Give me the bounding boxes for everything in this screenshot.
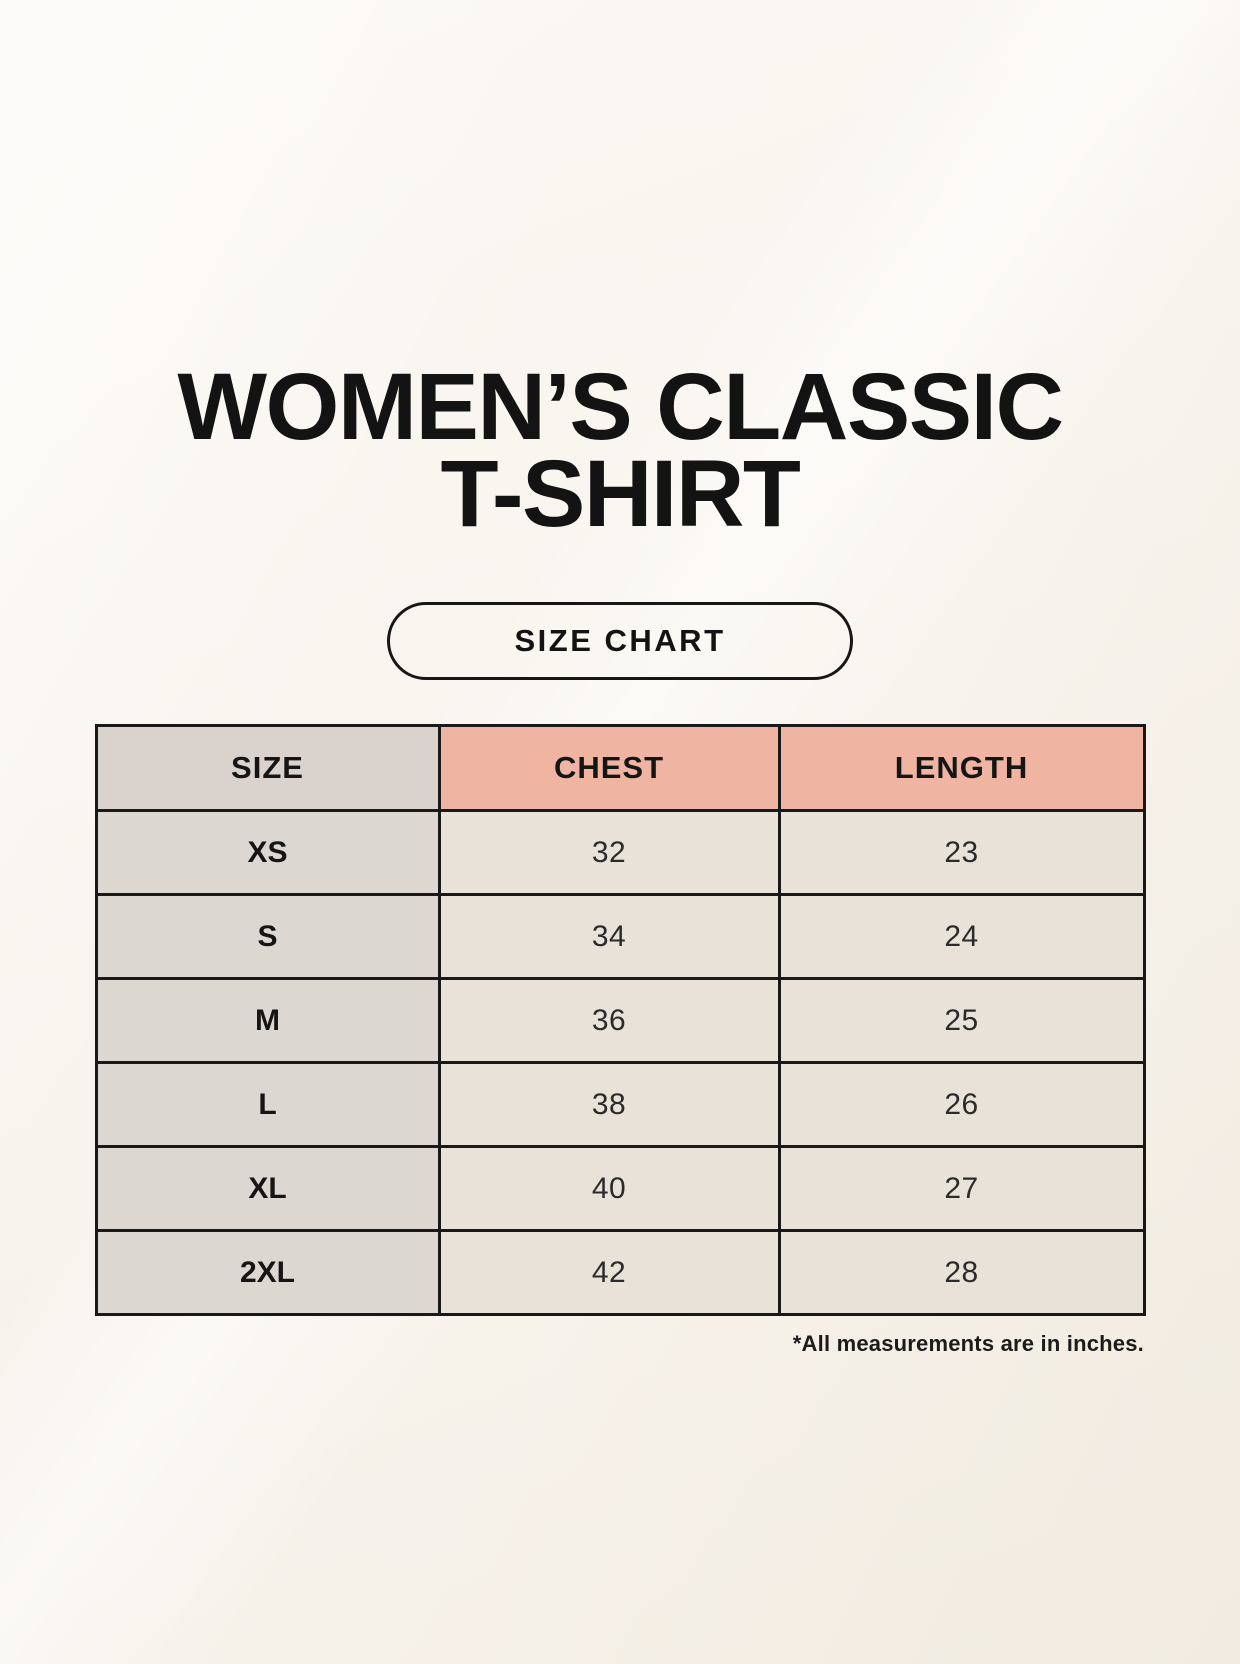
size-cell: M bbox=[96, 979, 439, 1063]
column-header-chest: CHEST bbox=[439, 726, 779, 811]
chest-cell: 38 bbox=[439, 1063, 779, 1147]
product-title bbox=[0, 64, 1240, 548]
table-row-xs bbox=[96, 811, 1144, 895]
length-cell: 24 bbox=[779, 895, 1144, 979]
table-row-xl bbox=[96, 1147, 1144, 1231]
size-cell: XS bbox=[96, 811, 439, 895]
table-row-l bbox=[96, 1063, 1144, 1147]
size-cell: L bbox=[96, 1063, 439, 1147]
column-header-size: SIZE bbox=[96, 726, 439, 811]
table-header-row bbox=[96, 726, 1144, 811]
length-cell: 23 bbox=[779, 811, 1144, 895]
size-chart-page bbox=[0, 64, 1240, 1664]
size-chart-badge-label: SIZE CHART bbox=[514, 623, 726, 659]
chest-cell: 34 bbox=[439, 895, 779, 979]
column-header-length: LENGTH bbox=[779, 726, 1144, 811]
table-row-m bbox=[96, 979, 1144, 1063]
size-cell: 2XL bbox=[96, 1231, 439, 1315]
size-cell: XL bbox=[96, 1147, 439, 1231]
size-cell: S bbox=[96, 895, 439, 979]
length-cell: 28 bbox=[779, 1231, 1144, 1315]
length-cell: 27 bbox=[779, 1147, 1144, 1231]
length-cell: 25 bbox=[779, 979, 1144, 1063]
chest-cell: 36 bbox=[439, 979, 779, 1063]
measurements-footnote: *All measurements are in inches. bbox=[792, 1331, 1144, 1357]
product-title-line1: WOMEN’S CLASSIC bbox=[177, 353, 1063, 460]
size-table bbox=[95, 724, 1146, 1316]
table-row-s bbox=[96, 895, 1144, 979]
size-chart-badge[interactable] bbox=[387, 602, 853, 680]
footnote-container bbox=[96, 1331, 1144, 1357]
chest-cell: 40 bbox=[439, 1147, 779, 1231]
chest-cell: 42 bbox=[439, 1231, 779, 1315]
table-row-2xl bbox=[96, 1231, 1144, 1315]
length-cell: 26 bbox=[779, 1063, 1144, 1147]
product-title-line2: T-SHIRT bbox=[440, 441, 800, 548]
chest-cell: 32 bbox=[439, 811, 779, 895]
